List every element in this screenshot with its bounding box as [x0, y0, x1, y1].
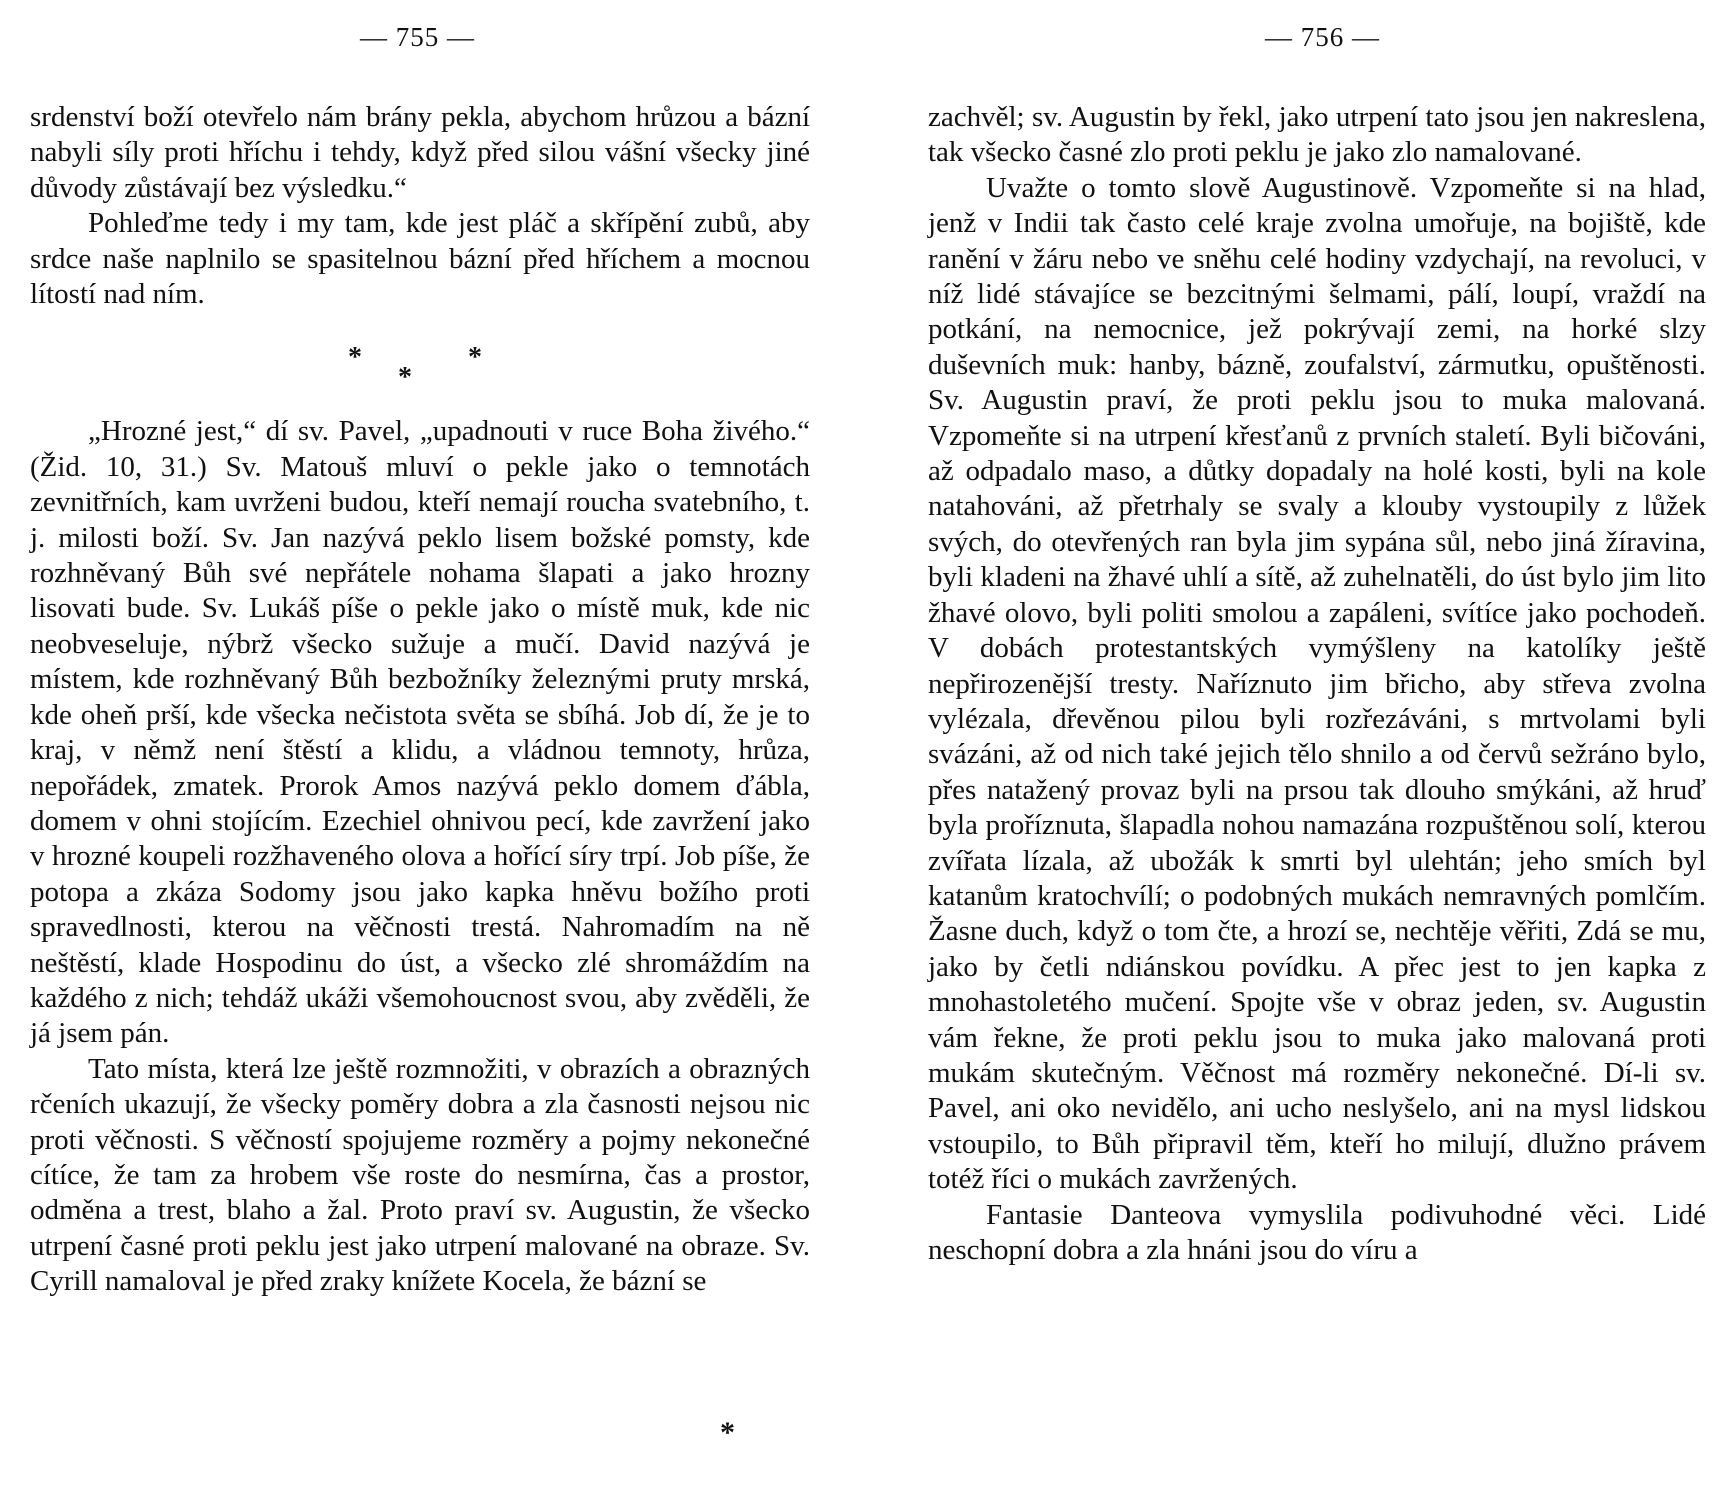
left-page-column [30, 100, 810, 1300]
right-paragraph-1: zachvěl; sv. Augustin by řekl, jako utrpení tato jsou jen nakreslena, tak všecko časné zlo proti peklu je jako zlo namalované. [928, 101, 1706, 169]
right-page-column [928, 100, 1706, 1268]
left-paragraph-4: Tato místa, která lze ještě rozmnožiti, v obrazích a obrazných rčeních ukazují, že všecky poměry dobra a zla časnosti nejsou nic proti věčnosti. S věčností spojujeme rozměry a pojmy nekonečné cítíce, že tam za hrobem vše roste do nesmírna, čas a prostor, odměna a trest, blaho a žal. Proto praví sv. Augustin, že všecko utrpení časné proti peklu jest jako utrpení malované na obraze. Sv. Cyrill namaloval je před zraky knížete Kocela, že bázní se [30, 1052, 810, 1298]
right-paragraph-2: Uvažte o tomto slově Augustinově. Vzpomeňte si na hlad, jenž v Indii tak často celé kraje zvolna umořuje, na bojiště, kde ranění v žáru nebo ve sněhu celé hodiny vzdychají, na revoluci, v níž lidé stávajíce se bezcitnými šelmami, pálí, loupí, vraždí na potkání, na nemocnice, jež pokrývají zemi, na horké slzy duševních muk: hanby, bázně, zoufalství, zármutku, opuštěnosti. Sv. Augustin praví, že proti peklu jsou to muka malovaná. Vzpomeňte si na utrpení křesťanů z prvních staletí. Byli bičováni, až odpadalo maso, a důtky dopadaly na holé kosti, byli na kole natahováni, až přetrhaly se svaly a klouby vystoupily z lůžek svých, do otevřených ran byla jim sypána sůl, nebo jiná žíravina, byli kladeni na žhavé uhlí a sítě, až zuhelnatěli, do úst bylo jim lito žhavé olovo, byli politi smolou a zapáleni, svítíce jako pochodeň. V dobách protestantských vymýšleny na katolíky ještě nepřirozenější tresty. Naříznuto jim břicho, aby střeva zvolna vylézala, dřevěnou pilou byli rozřezáváni, s mrtvolami byli svázáni, až od nich také jejich tělo shnilo a od červů sežráno bylo, přes natažený provaz byli na prsou tak dlouho smýkáni, až hruď byla proříznuta, šlapadla nohou namazána rozpuštěnou solí, kterou zvířata lízala, až ubožák k smrti byl ulehtán; jeho smích byl katanům kratochvílí; o podobných mukách nemravných pomlčím. Žasne duch, když o tom čte, a hrozí se, nechtěje věřiti, Zdá se mu, jako by četli ndiánskou povídku. A přec jest to jen kapka z mnohastoletého mučení. Spojte vše v obraz jeden, sv. Augustin vám řekne, že proti peklu jsou to muka jako malovaná proti mukám skutečným. Věčnost má rozměry nekonečné. Dí-li sv. Pavel, ani oko nevidělo, ani ucho neslyšelo, ani na mysl lidskou vstoupilo, to Bůh připravil těm, kteří ho milují, dlužno právem totéž říci o mukách zavržených. [928, 171, 1706, 1196]
left-paragraph-1: srdenství boží otevřelo nám brány pekla, abychom hrůzou a bázní nabyli síly proti hříchu i tehdy, když před silou vášní všecky jiné důvody zůstávají bez výsledku.“ [30, 101, 810, 204]
left-paragraph-2: Pohleďme tedy i my tam, kde jest pláč a skřípění zubů, aby srdce naše naplnilo se spasitelnou bázní před hříchem a mocnou lítostí nad ním. [30, 207, 810, 311]
left-paragraph-3: „Hrozné jest,“ dí sv. Pavel, „upadnouti v ruce Boha živého.“ (Žid. 10, 31.) Sv. Matouš mluví o pekle jako o temnotách zevnitřních, kam uvrženi budou, kteří nemají roucha svatebního, t. j. milosti boží. Sv. Jan nazývá peklo lisem božské pomsty, kde rozhněvaný Bůh své nepřátele nohama šlapati a jako hrozny lisovati bude. Sv. Lukáš píše o pekle jako o místě muk, kde nic neobveseluje, nýbrž všecko sužuje a mučí. David nazývá je místem, kde rozhněvaný Bůh bezbožníky železnými pruty mrská, kde oheň prší, kde všecka nečistota světa se sbíhá. Job dí, že je to kraj, v němž není štěstí a klidu, a vládnou temnoty, hrůza, nepořádek, zmatek. Prorok Amos nazývá peklo domem ďábla, domem v ohni stojícím. Ezechiel ohnivou pecí, kde zavržení jako v hrozné koupeli rozžhaveného olova a hořící síry trpí. Job píše, že potopa a zkáza Sodomy jsou jako kapka hněvu božího proti spravedlnosti, kterou na věčnosti trestá. Nahromadím na ně neštěstí, klade Hospodinu do úst, a všecko zlé shromáždím na každého z nich; tehdáž ukáži všemohoucnost svou, aby zvěděli, že já jsem pán. [30, 415, 810, 1050]
signature-mark: * [720, 1416, 735, 1449]
asterism-star-2: * [398, 362, 412, 394]
asterism-star-3: * [468, 342, 482, 374]
section-divider-asterism [30, 312, 810, 414]
page-number-left: — 755 — [360, 22, 475, 52]
right-paragraph-3: Fantasie Danteova vymyslila podivuhodné věci. Lidé neschopní dobra a zla hnáni jsou do víru a [928, 1198, 1706, 1266]
asterism-star-1: * [348, 342, 362, 374]
page-number-right: — 756 — [1265, 22, 1380, 52]
